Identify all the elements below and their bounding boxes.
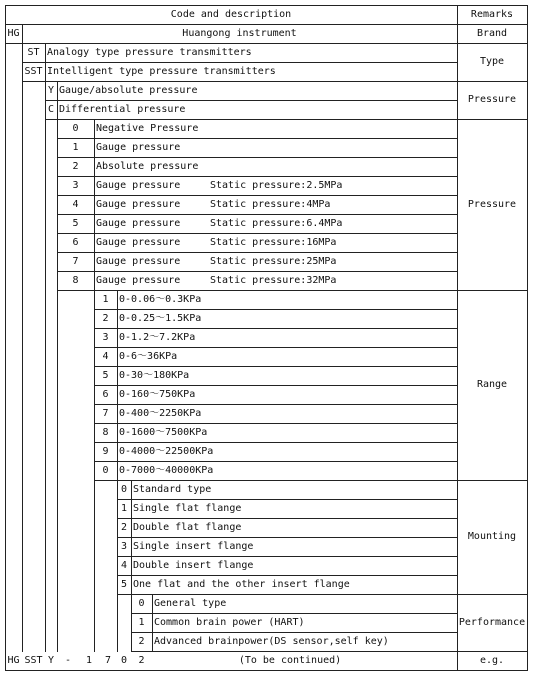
pressure-kind-code: C: [47, 104, 55, 115]
range-code: 9: [102, 446, 109, 457]
brand-remark: Brand: [476, 28, 508, 39]
type-code: ST: [27, 47, 40, 58]
pressure-code: 5: [72, 218, 79, 229]
example-code: SST: [24, 655, 43, 666]
performance-code: 2: [138, 636, 145, 647]
pressure-kind-remark: Pressure: [467, 94, 517, 105]
table-border-bottom: [5, 670, 528, 671]
type-code: SST: [24, 66, 43, 77]
brand-description: Huangong instrument: [182, 28, 297, 39]
mounting-description: One flat and the other insert flange: [133, 579, 350, 590]
type-description: Intelligent type pressure transmitters: [47, 66, 276, 77]
example-code: HG: [7, 655, 20, 666]
brand-indent-line: [5, 24, 6, 652]
pressure-code: 6: [72, 237, 79, 248]
performance-code: 1: [138, 617, 145, 628]
range-description: 0-1600～7500KPa: [119, 427, 208, 438]
pressure-description: Absolute pressure: [96, 161, 199, 172]
static-pressure: Static pressure:25MPa: [210, 256, 337, 267]
range-description: 0-1.2～7.2KPa: [119, 332, 196, 343]
mounting-description: Standard type: [133, 484, 212, 495]
mounting-code: 1: [120, 503, 128, 514]
brand-code: HG: [7, 28, 20, 39]
mounting-code: 3: [120, 541, 128, 552]
pressure-description: Gauge pressure: [96, 199, 181, 210]
example-note: (To be continued): [238, 655, 342, 666]
pressure-description: Gauge pressure: [96, 180, 181, 191]
example-code: 7: [104, 655, 112, 666]
pressure-code-divider: [94, 119, 95, 291]
mounting-remark: Mounting: [467, 531, 517, 542]
pressure-description: Gauge pressure: [96, 237, 181, 248]
header-code-description: Code and description: [170, 9, 292, 20]
range-description: 0-6～36KPa: [119, 351, 178, 362]
range-code: 0: [102, 465, 109, 476]
table-border-right: [527, 5, 528, 671]
pressure-description: Gauge pressure: [96, 256, 181, 267]
range-description: 0-0.06～0.3KPa: [119, 294, 202, 305]
pressure-description: Gauge pressure: [96, 275, 181, 286]
range-code: 2: [102, 313, 109, 324]
pressure_kind-indent-line: [45, 81, 46, 652]
static-pressure: Static pressure:2.5MPa: [210, 180, 343, 191]
static-pressure: [210, 157, 455, 176]
example-remark: e.g.: [479, 655, 505, 666]
range-code: 6: [102, 389, 109, 400]
pressure-kind-description: Differential pressure: [59, 104, 186, 115]
pressure-kind-code: Y: [47, 85, 55, 96]
performance-code: 0: [138, 598, 145, 609]
range-description: 0-30～180KPa: [119, 370, 190, 381]
pressure-code: 4: [72, 199, 79, 210]
pressure-code: 0: [72, 123, 79, 134]
pressure-code: 2: [72, 161, 79, 172]
range-description: 0-4000～22500KPa: [119, 446, 214, 457]
example-code: 2: [138, 655, 145, 666]
range-description: 0-0.25～1.5KPa: [119, 313, 202, 324]
static-pressure: Static pressure:4MPa: [210, 199, 331, 210]
header-remarks: Remarks: [470, 9, 514, 20]
static-pressure: [210, 119, 455, 138]
static-pressure: Static pressure:16MPa: [210, 237, 337, 248]
range-description: 0-7000～40000KPa: [119, 465, 214, 476]
example-code: Y: [47, 655, 55, 666]
range-code: 1: [102, 294, 109, 305]
example-code: 0: [120, 655, 128, 666]
static-pressure: [210, 138, 455, 157]
performance-description: Common brain power (HART): [154, 617, 305, 628]
pressure-code: 3: [72, 180, 79, 191]
mounting-description: Single insert flange: [133, 541, 254, 552]
type-indent-line: [22, 43, 23, 652]
range-code: 3: [102, 332, 109, 343]
mounting-code: 0: [120, 484, 128, 495]
mounting-code: 5: [120, 579, 128, 590]
performance-code-divider: [152, 594, 153, 652]
mounting-code: 2: [120, 522, 128, 533]
pressure-remark: Pressure: [467, 199, 517, 210]
mounting-description: Double insert flange: [133, 560, 254, 571]
static-pressure: Static pressure:6.4MPa: [210, 218, 343, 229]
example-code: -: [64, 655, 72, 666]
pressure-description: Negative Pressure: [96, 123, 199, 134]
performance-description: General type: [154, 598, 227, 609]
range-description: 0-400～2250KPa: [119, 408, 202, 419]
range-code: 7: [102, 408, 109, 419]
range-code: 4: [102, 351, 109, 362]
type-remark: Type: [479, 56, 505, 67]
mounting-code: 4: [120, 560, 128, 571]
type-description: Analogy type pressure transmitters: [47, 47, 252, 58]
pressure-code: 1: [72, 142, 79, 153]
mounting-description: Single flat flange: [133, 503, 242, 514]
pressure-code: 7: [72, 256, 79, 267]
pressure-description: Gauge pressure: [96, 142, 181, 153]
range-code: 5: [102, 370, 109, 381]
pressure-kind-description: Gauge/absolute pressure: [59, 85, 198, 96]
range-description: 0-160～750KPa: [119, 389, 196, 400]
range-remark: Range: [476, 379, 508, 390]
performance-description: Advanced brainpower(DS sensor,self key): [154, 636, 389, 647]
performance-remark: Performance: [458, 617, 526, 628]
pressure-description: Gauge pressure: [96, 218, 181, 229]
pressure-code: 8: [72, 275, 79, 286]
example-code: 1: [85, 655, 93, 666]
static-pressure: Static pressure:32MPa: [210, 275, 337, 286]
range-code: 8: [102, 427, 109, 438]
mounting-description: Double flat flange: [133, 522, 242, 533]
